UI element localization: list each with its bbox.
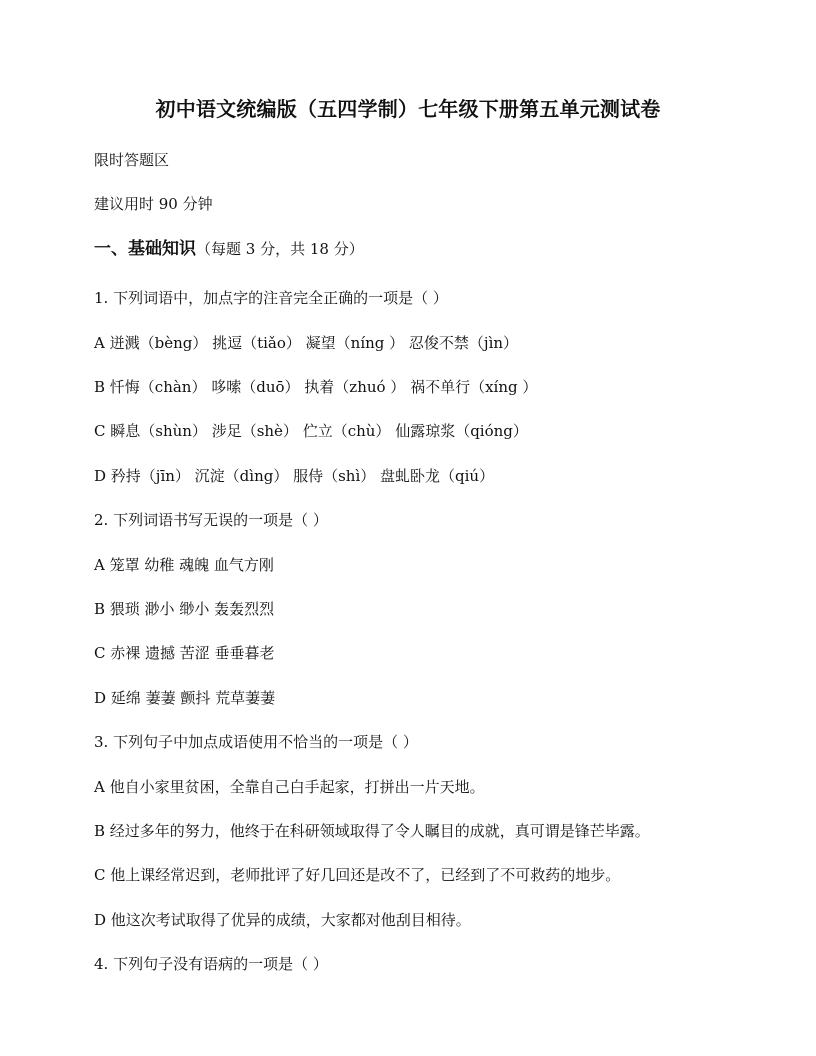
question-2-option-b: B 猥琐 渺小 缈小 轰轰烈烈	[94, 600, 275, 618]
document-title: 初中语文统编版（五四学制）七年级下册第五单元测试卷	[155, 97, 661, 121]
question-2-option-d: D 延绵 萋萋 颤抖 荒草萋萋	[94, 689, 276, 707]
question-2: 2. 下列词语书写无误的一项是（ ）	[94, 511, 328, 529]
suggested-time: 建议用时 90 分钟	[94, 195, 213, 213]
question-4: 4. 下列句子没有语病的一项是（ ）	[94, 955, 328, 973]
question-3-option-a: A 他自小家里贫困，全靠自己白手起家，打拼出一片天地。	[94, 778, 485, 796]
question-1: 1. 下列词语中，加点字的注音完全正确的一项是（ ）	[94, 289, 448, 307]
question-1-option-a: A 迸溅（bèng） 挑逗（tiǎo） 凝望（níng ） 忍俊不禁（jìn）	[94, 334, 519, 352]
question-2-option-a: A 笼罩 幼稚 魂魄 血气方刚	[94, 556, 274, 574]
question-2-option-c: C 赤裸 遗撼 苦涩 垂垂暮老	[94, 644, 275, 662]
question-3-option-d: D 他这次考试取得了优异的成绩，大家都对他刮目相待。	[94, 911, 471, 929]
section-score-note: （每题 3 分，共 18 分）	[196, 240, 364, 258]
section-title: 一、基础知识	[94, 239, 196, 259]
question-1-option-d: D 矜持（jīn） 沉淀（dìng） 服侍（shì） 盘虬卧龙（qiú）	[94, 467, 495, 485]
question-3-option-b: B 经过多年的努力，他终于在科研领域取得了令人瞩目的成就，真可谓是锋芒毕露。	[94, 822, 650, 840]
timed-area-label: 限时答题区	[94, 151, 170, 169]
question-1-option-c: C 瞬息（shùn） 涉足（shè） 伫立（chù） 仙露琼浆（qióng）	[94, 422, 528, 440]
question-3-option-c: C 他上课经常迟到，老师批评了好几回还是改不了，已经到了不可救药的地步。	[94, 866, 621, 884]
section-heading	[94, 238, 364, 260]
question-1-option-b: B 忏悔（chàn） 哆嗦（duō） 执着（zhuó ） 祸不单行（xíng ）	[94, 378, 538, 396]
question-3: 3. 下列句子中加点成语使用不恰当的一项是（ ）	[94, 733, 418, 751]
